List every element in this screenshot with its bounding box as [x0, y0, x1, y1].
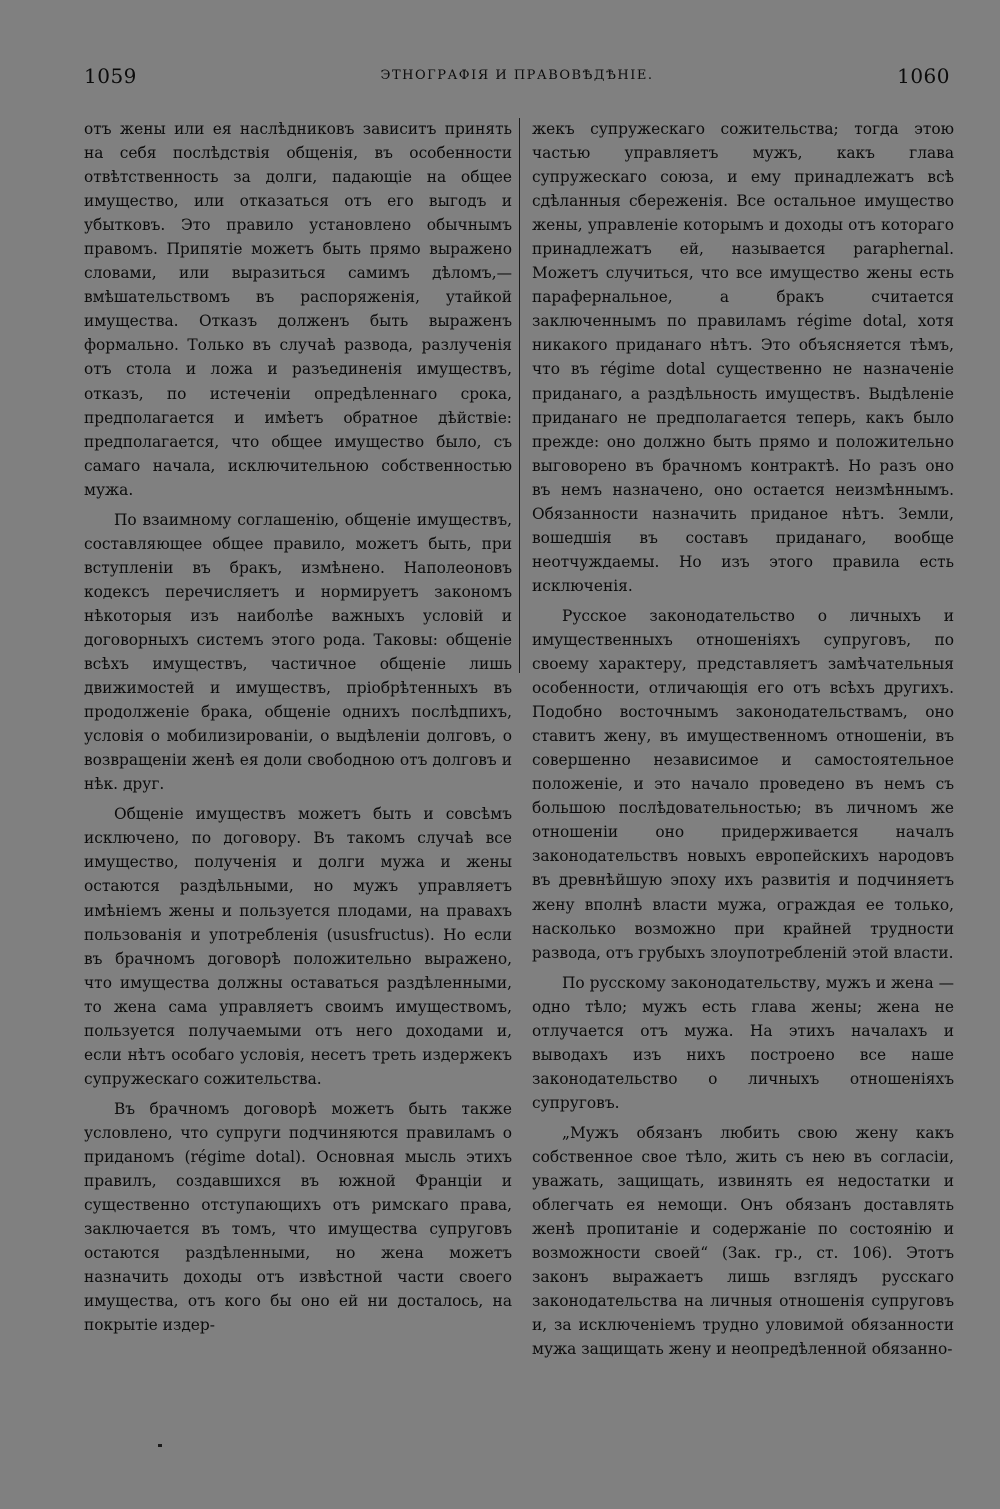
- paragraph: Въ брачномъ договорѣ можетъ быть также условлено, что супруги подчиняются правиламъ о приданомъ (régime dotal). Основная мысль этихъ правилъ, создавшихся въ южной Франціи и существенно отступающихъ отъ римскаго права, заключается въ томъ, что имущества супруговъ остаются раздѣленными, но жена можетъ назначить доходы отъ извѣстной части своего имущества, отъ кого бы оно ей ни досталось, на покрытіе издер-: [84, 1099, 512, 1335]
- paragraph: Русское законодательство о личныхъ и имущественныхъ отношеніяхъ супруговъ, по своему характеру, представляетъ замѣчательныя особенности, отличающія его отъ всѣхъ другихъ. Подобно восточнымъ законодательствамъ, оно ставитъ жену, въ имущественномъ отношеніи, въ совершенно независимое и самостоятельное положеніе, и это начало проведено въ немъ съ большою послѣдовательностью; въ личномъ же отношеніи оно придерживается началъ законодательствъ новыхъ европейскихъ народовъ въ древнѣйшую эпоху ихъ развитія и подчиняетъ жену вполнѣ власти мужа, ограждая ее только, насколько возможно при крайней трудности развода, отъ грубыхъ злоупотребленій этой власти.: [532, 606, 954, 962]
- left-column: [84, 117, 512, 1337]
- page-number-right: 1060: [897, 64, 950, 88]
- paragraph: По взаимному соглашенію, общеніе имуществъ, составляющее общее правило, можетъ быть, при вступленіи въ бракъ, измѣнено. Наполеоновъ кодексъ перечисляетъ и нормируетъ закономъ нѣкоторыя изъ наиболѣе важныхъ условій и договорныхъ системъ этого рода. Таковы: общеніе всѣхъ имуществъ, частичное общеніе лишь движимостей и имуществъ, пріобрѣтенныхъ въ продолженіе брака, общеніе однихъ послѣдпихъ, условія о мобилизированіи, о выдѣленіи долговъ, о возвращеніи женѣ ея доли свободною отъ долговъ и нѣк. друг.: [84, 510, 512, 794]
- paragraph: отъ жены или ея наслѣдниковъ зависитъ принять на себя послѣдствія общенія, въ особенности отвѣтственность за долги, падающіе на общее имущество, или отказаться отъ его выгодъ и убытковъ. Это правило установлено обычнымъ правомъ. Припятіе можетъ быть прямо выражено словами, или выразиться самимъ дѣломъ,—вмѣшательствомъ въ распоряженія, утайкой имущества. Отказъ долженъ быть выраженъ формально. Только въ случаѣ развода, разлученія отъ стола и ложа и разъединенія имуществъ, отказъ, по истеченіи опредѣленнаго срока, предполагается и имѣетъ обратное дѣйствіе: предполагается, что общее имущество было, съ самаго начала, исключительною собственностью мужа.: [84, 120, 512, 499]
- print-speck: [158, 1444, 162, 1447]
- column-divider: [519, 118, 520, 673]
- running-header: [84, 64, 950, 94]
- running-title: ЭТНОГРАФІЯ И ПРАВОВѢДѢНІЕ.: [380, 68, 654, 83]
- paragraph: Общеніе имуществъ можетъ быть и совсѣмъ исключено, по договору. Въ такомъ случаѣ все имущество, полученія и долги мужа и жены остаются раздѣльными, но мужъ управляетъ имѣніемъ жены и пользуется плодами, на правахъ пользованія и употребленія (ususfructus). Но если въ брачномъ договорѣ положительно выражено, что имущества должны оставаться раздѣленными, то жена сама управляетъ своимъ имуществомъ, пользуется получаемыми отъ него доходами и, если нѣтъ особаго условія, несетъ треть издержекъ супружескаго сожительства.: [84, 805, 512, 1088]
- right-column: [532, 117, 954, 1361]
- page-number-left: 1059: [84, 64, 137, 88]
- paragraph: жекъ супружескаго сожительства; тогда этою частью управляетъ мужъ, какъ глава супружескаго союза, и ему принадлежатъ всѣ сдѣланныя сбереженія. Все остальное имущество жены, управленіе которымъ и доходы отъ котораго принадлежатъ ей, называется paraphernal. Можетъ случиться, что все имущество жены есть парафернальное, а бракъ считается заключеннымъ по правиламъ régime dotal, хотя никакого приданаго нѣтъ. Это объясняется тѣмъ, что въ régime dotal существенно не назначеніе приданаго, а раздѣльность имуществъ. Выдѣленіе приданаго не предполагается теперь, какъ было прежде: оно должно быть прямо и положительно выговорено въ брачномъ контрактѣ. Но разъ оно въ немъ назначено, оно остается неизмѣннымъ. Обязанности назначить приданое нѣтъ. Земли, вошедшія въ составъ приданаго, вообще неотчуждаемы. Но изъ этого правила есть исключенія.: [532, 120, 954, 595]
- paragraph: По русскому законодательству, мужъ и жена —одно тѣло; мужъ есть глава жены; жена не отлучается отъ мужа. На этихъ началахъ и выводахъ изъ нихъ построено все наше законодательство о личныхъ отношеніяхъ супруговъ.: [532, 973, 954, 1112]
- paragraph: „Мужъ обязанъ любить свою жену какъ собственное свое тѣло, жить съ нею въ согласіи, уважать, защищать, извинять ея недостатки и облегчать ея немощи. Онъ обязанъ доставлять женѣ пропитаніе и содержаніе по состоянію и возможности своей“ (Зак. гр., ст. 106). Этотъ законъ выражаетъ лишь взглядъ русскаго законодательства на личныя отношенія супруговъ и, за исключеніемъ трудно уловимой обязанности мужа защищать жену и неопредѣленной обязанно-: [532, 1123, 954, 1359]
